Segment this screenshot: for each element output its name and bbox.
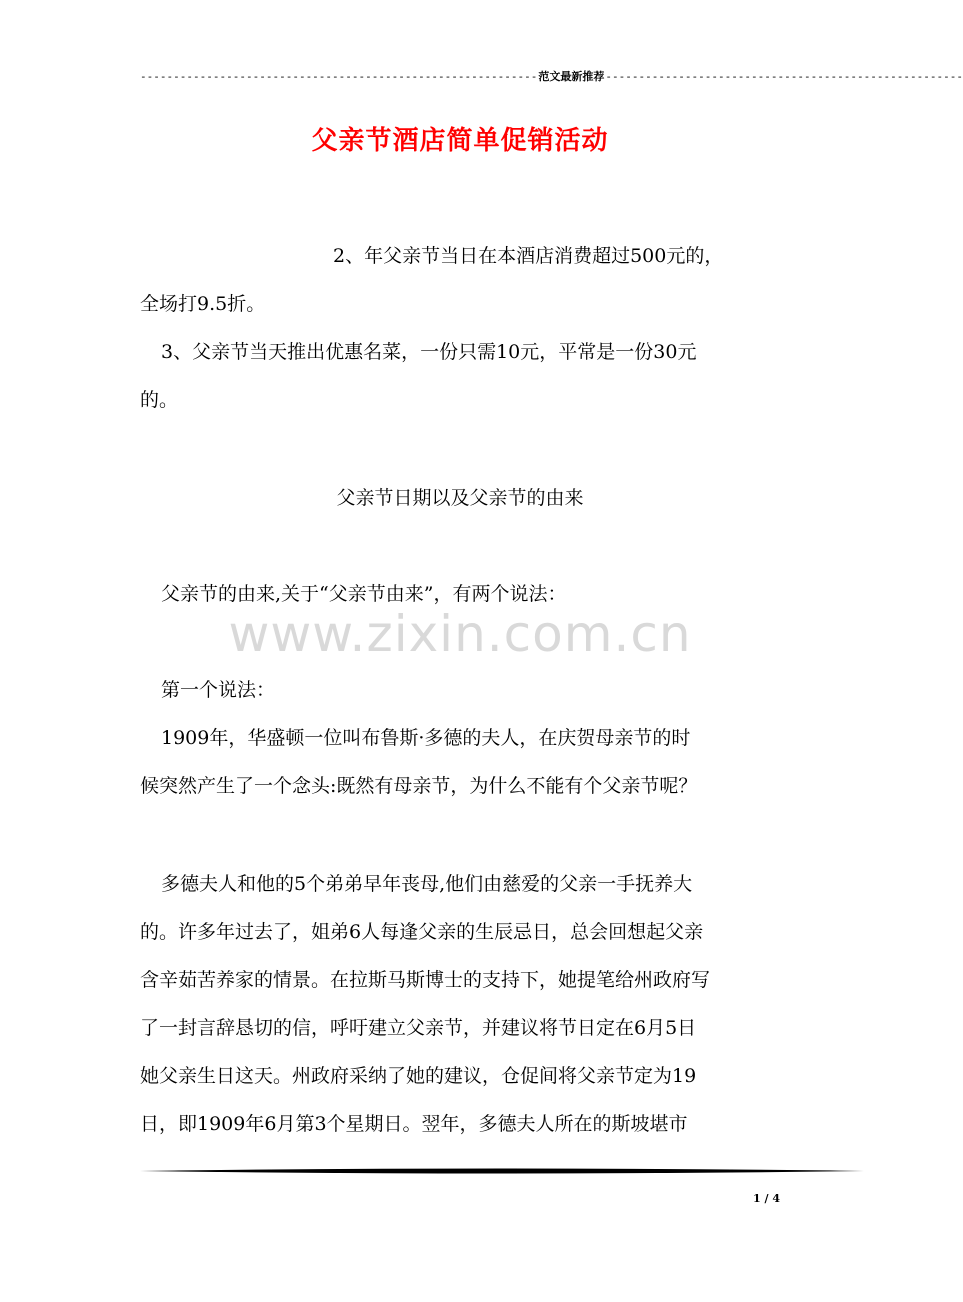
header-dashes-left: ------------------------------------------------------------ xyxy=(140,69,538,83)
origin-intro xyxy=(140,570,780,618)
paragraph-3: 父亲节的由来,关于“父亲节由来”，有两个说法： xyxy=(161,583,567,605)
page-number: 1 / 4 xyxy=(753,1192,780,1205)
paragraph-6-line-1: 多德夫人和他的5个弟弟早年丧母,他们由慈爱的父亲一手抚养大 xyxy=(161,873,693,895)
paragraph-6-line-6: 日，即1909年6月第3个星期日。翌年，多德夫人所在的斯坡堪市 xyxy=(140,1113,688,1135)
page-title: 父亲节酒店简单促销活动 xyxy=(311,126,609,156)
paragraph-5-line-2: 候突然产生了一个念头:既然有母亲节，为什么不能有个父亲节呢？ xyxy=(140,775,698,797)
paragraph-6-line-4: 了一封言辞恳切的信，呼吁建立父亲节，并建议将节日定在6月5日 xyxy=(140,1017,697,1039)
header-rule xyxy=(140,68,963,84)
paragraph-1-line-1: 2、年父亲节当日在本酒店消费超过500元的， xyxy=(333,245,724,267)
section-subtitle: 父亲节日期以及父亲节的由来 xyxy=(336,487,584,509)
watermark: www.zixin.com.cn xyxy=(228,605,692,663)
header-dashes-right: ------------------------------------------------------ xyxy=(605,69,963,83)
paragraph-2-line-1: 3、父亲节当天推出优惠名菜，一份只需10元，平常是一份30元 xyxy=(161,341,697,363)
paragraph-4: 第一个说法： xyxy=(161,679,276,701)
dodd-story xyxy=(140,860,780,1148)
document-body xyxy=(140,232,780,424)
paragraph-6-line-5: 她父亲生日这天。州政府采纳了她的建议，仓促间将父亲节定为19 xyxy=(140,1065,697,1087)
header-label: 范文最新推荐 xyxy=(538,70,605,83)
paragraph-1-line-2: 全场打9.5折。 xyxy=(140,293,266,315)
footer-divider xyxy=(140,1166,864,1176)
paragraph-6-line-2: 的。许多年过去了，姐弟6人每逢父亲的生辰忌日，总会回想起父亲 xyxy=(140,921,704,943)
paragraph-6-line-3: 含辛茹苦养家的情景。在拉斯马斯博士的支持下，她提笔给州政府写 xyxy=(140,969,711,991)
paragraph-5-line-1: 1909年，华盛顿一位叫布鲁斯·多德的夫人，在庆贺母亲节的时 xyxy=(161,727,691,749)
first-story xyxy=(140,666,780,810)
paragraph-2-line-2: 的。 xyxy=(140,389,179,411)
